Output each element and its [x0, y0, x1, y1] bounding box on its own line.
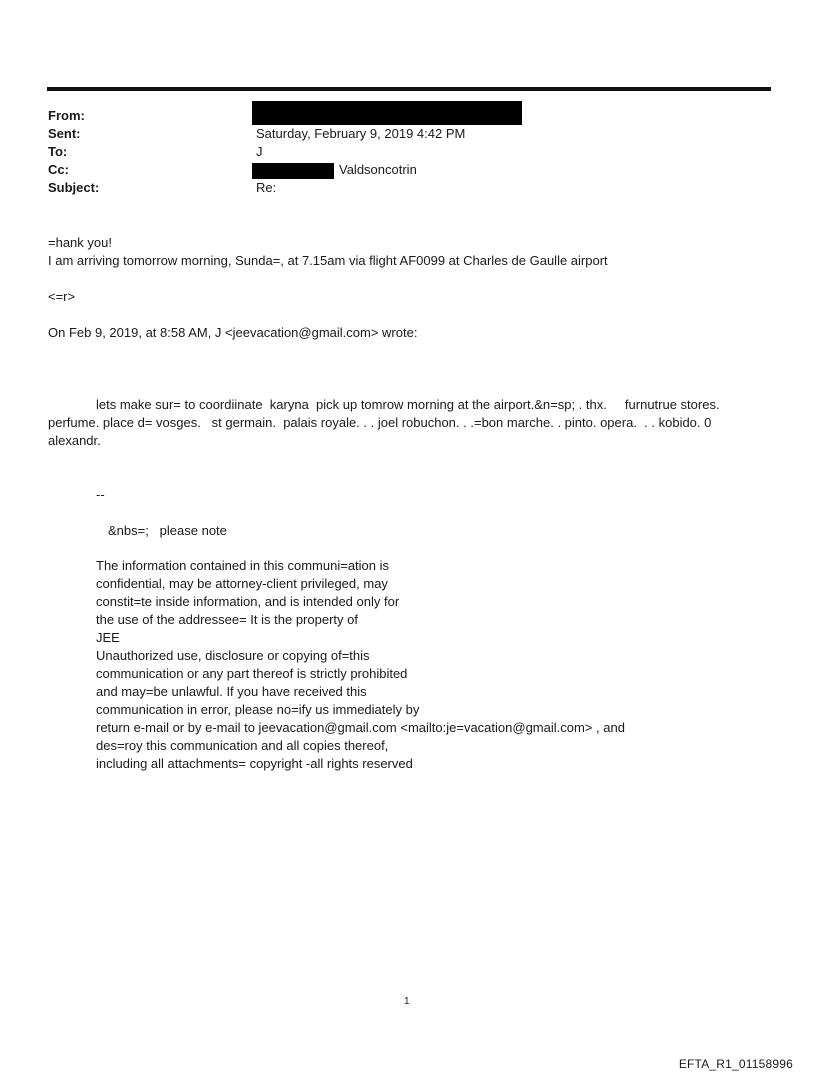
disclaimer-line: confidential, may be attorney-client privileged, may: [96, 576, 388, 591]
disclaimer-line: return e-mail or by e-mail to jeevacation@gmail.com <mailto:je=vacation@gmail.com> , and: [96, 720, 625, 735]
quote-header: On Feb 9, 2019, at 8:58 AM, J <jeevacation@gmail.com> wrote:: [48, 325, 418, 340]
body-line-1: =hank you!: [48, 235, 112, 250]
bates-number: EFTA_R1_01158996: [678, 1057, 793, 1071]
disclaimer-line: communication in error, please no=ify us immediately by: [96, 702, 420, 717]
body-line-3: <=r>: [48, 289, 76, 304]
from-label: From:: [48, 108, 85, 123]
redacted-from: [252, 101, 522, 125]
quoted-line-2: perfume. place d= vosges. st germain. palais royale. . . joel robuchon. . .=bon marche. . pinto. opera. . . kobido. 0: [48, 415, 712, 430]
redacted-cc: [252, 163, 334, 179]
disclaimer-line: including all attachments= copyright -all rights reserved: [96, 756, 413, 771]
quoted-line-3: alexandr.: [48, 433, 101, 448]
disclaimer-line: constit=te inside information, and is intended only for: [96, 594, 400, 609]
to-label: To:: [48, 144, 68, 159]
sent-label: Sent:: [48, 126, 81, 141]
subject-value: Re:: [256, 180, 277, 195]
signature-note: &nbs=; please note: [108, 523, 227, 538]
signature-dash: --: [96, 487, 105, 502]
disclaimer-line: Unauthorized use, disclosure or copying of=this: [96, 648, 370, 663]
page-number: 1: [404, 996, 410, 1007]
disclaimer-line: The information contained in this communi=ation is: [96, 558, 390, 573]
disclaimer-line: des=roy this communication and all copies thereof,: [96, 738, 389, 753]
sent-value: Saturday, February 9, 2019 4:42 PM: [256, 126, 466, 141]
body-line-2: I am arriving tomorrow morning, Sunda=, at 7.15am via flight AF0099 at Charles de Gaulle airport: [48, 253, 608, 268]
subject-label: Subject:: [48, 180, 100, 195]
cc-label: Cc:: [48, 162, 69, 177]
disclaimer-line: communication or any part thereof is strictly prohibited: [96, 666, 408, 681]
disclaimer-line: the use of the addressee= It is the property of: [96, 612, 358, 627]
to-value: J: [256, 144, 263, 159]
top-rule: [47, 87, 771, 91]
quoted-line-1: lets make sur= to coordiinate karyna pick up tomrow morning at the airport.&n=sp; . thx. furnutrue stores.: [96, 397, 720, 412]
cc-value: Valdsoncotrin: [339, 162, 417, 177]
disclaimer-line: and may=be unlawful. If you have received this: [96, 684, 367, 699]
disclaimer-line: JEE: [96, 630, 120, 645]
